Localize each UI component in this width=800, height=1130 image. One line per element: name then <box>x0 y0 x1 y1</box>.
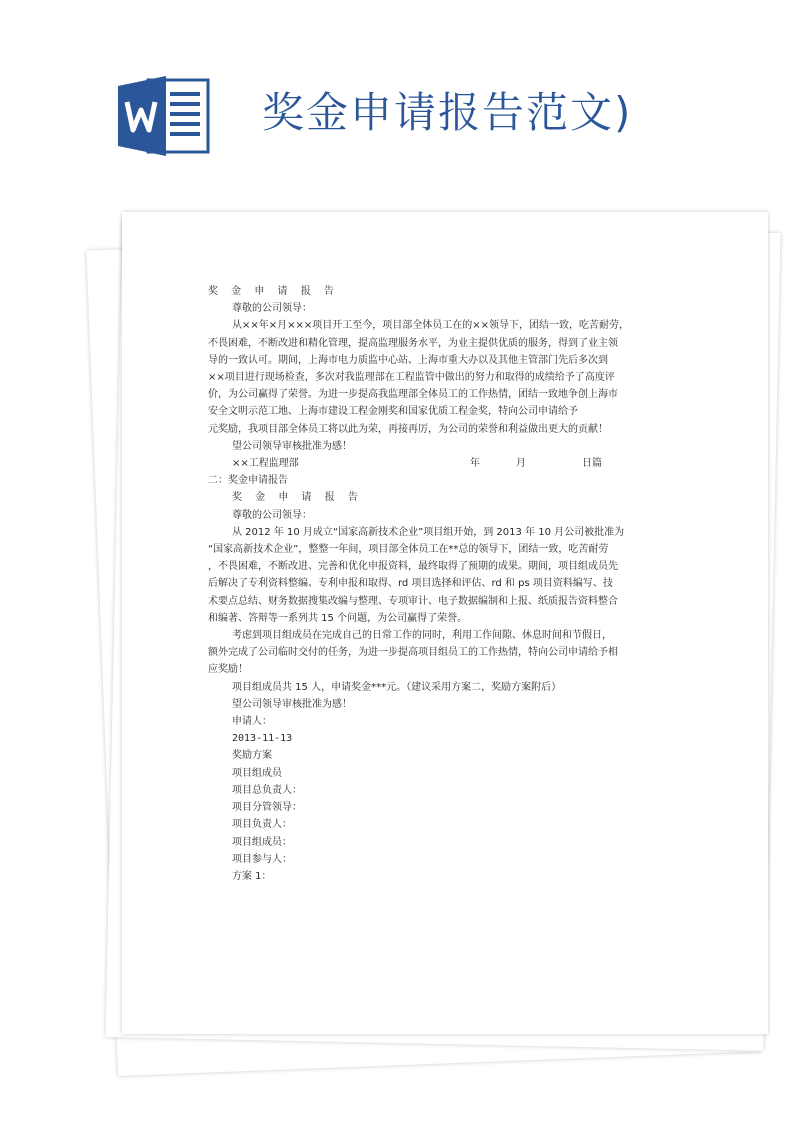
paragraph-line: 元奖励，我项目部全体员工将以此为荣，再接再厉，为公司的荣誉和利益做出更大的贡献！ <box>208 423 608 435</box>
signoff-year: 年 <box>469 458 480 470</box>
paragraph-line: 安全文明示范工地、上海市建设工程金刚奖和国家优质工程金奖，特向公司申请给予 <box>208 406 578 418</box>
salutation: 尊敬的公司领导： <box>232 509 312 521</box>
paragraph-line: 后解决了专利资料整编、专利申报和取得、rd 项目选择和评估、rd 和 ps 项目资料编写、技 <box>208 578 613 590</box>
paragraph-line: 不畏困难，不断改进和精化管理，提高监理服务水平，为业主提供优质的服务，得到了业主领 <box>208 337 618 349</box>
paragraph-line: 项目组成员共 15 人，申请奖金***元。（建议采用方案二，奖励方案附后） <box>232 681 562 693</box>
paragraph-line: 导的一致认可。期间，上海市电力质监中心站、上海市重大办以及其他主管部门先后多次到 <box>208 354 608 366</box>
plan-heading: 奖励方案 <box>232 750 272 762</box>
signoff-day: 日篇 <box>581 458 602 470</box>
applicant-label: 申请人： <box>232 716 272 728</box>
signoff-month: 月 <box>515 458 526 470</box>
paragraph-line: 考虑到项目组成员在完成自己的日常工作的同时，利用工作间隙、休息时间和节假日， <box>232 630 612 642</box>
paragraph-line: 和编著、答辩等一系列共 15 个问题，为公司赢得了荣誉。 <box>208 612 468 624</box>
report-heading: 奖 金 申 请 报 告 <box>208 286 339 297</box>
list-item: 项目参与人： <box>232 853 292 865</box>
paragraph-line: 从××年×月×××项目开工至今，项目部全体员工在的××领导下，团结一致，吃苦耐劳， <box>232 320 630 332</box>
document-body <box>208 283 628 885</box>
list-item: 方案 1： <box>232 870 272 882</box>
report-heading: 奖 金 申 请 报 告 <box>232 492 363 504</box>
salutation: 尊敬的公司领导： <box>232 303 312 315</box>
approval-request: 望公司领导审核批准为感！ <box>232 440 352 452</box>
approval-request: 望公司领导审核批准为感！ <box>232 698 352 710</box>
paragraph-line: 额外完成了公司临时交付的任务，为进一步提高项目组员工的工作热情，特向公司申请给予相 <box>208 647 618 659</box>
list-item: 项目组成员 <box>232 767 282 779</box>
word-doc-icon <box>118 72 210 160</box>
signoff-dept: ××工程监理部 <box>232 458 299 470</box>
paragraph-line: 术要点总结、财务数据搜集改编与整理、专项审计、电子数据编制和上报、纸质报告资料整合 <box>208 595 618 607</box>
paragraph-line: 价，为公司赢得了荣誉。为进一步提高我监理部全体员工的工作热情，团结一致地争创上海市 <box>208 389 618 401</box>
paragraph-line: 从 2012 年 10 月成立“国家高新技术企业”项目组开始，到 2013 年 10 月公司被批准为 <box>232 526 625 538</box>
paragraph-line: 应奖励！ <box>208 664 248 676</box>
paragraph-line: ，不畏困难，不断改进、完善和优化申报资料，最终取得了预期的成果。期间，项目组成员先 <box>208 561 618 573</box>
signoff-row <box>208 455 628 472</box>
page-title: 奖金申请报告范文) <box>262 88 633 137</box>
list-item: 项目组成员： <box>232 836 292 848</box>
paragraph-line: “国家高新技术企业”，整整一年间，项目部全体员工在**总的领导下，团结一致，吃苦耐劳 <box>208 544 609 556</box>
list-item: 项目分管领导： <box>232 802 302 814</box>
application-date: 2013-11-13 <box>232 733 293 745</box>
section-heading: 二：奖金申请报告 <box>208 475 288 487</box>
list-item: 项目总负责人： <box>232 784 302 796</box>
paragraph-line: ××项目进行现场检查，多次对我监理部在工程监管中做出的努力和取得的成绩给予了高度评 <box>208 372 615 384</box>
list-item: 项目负责人： <box>232 819 292 831</box>
